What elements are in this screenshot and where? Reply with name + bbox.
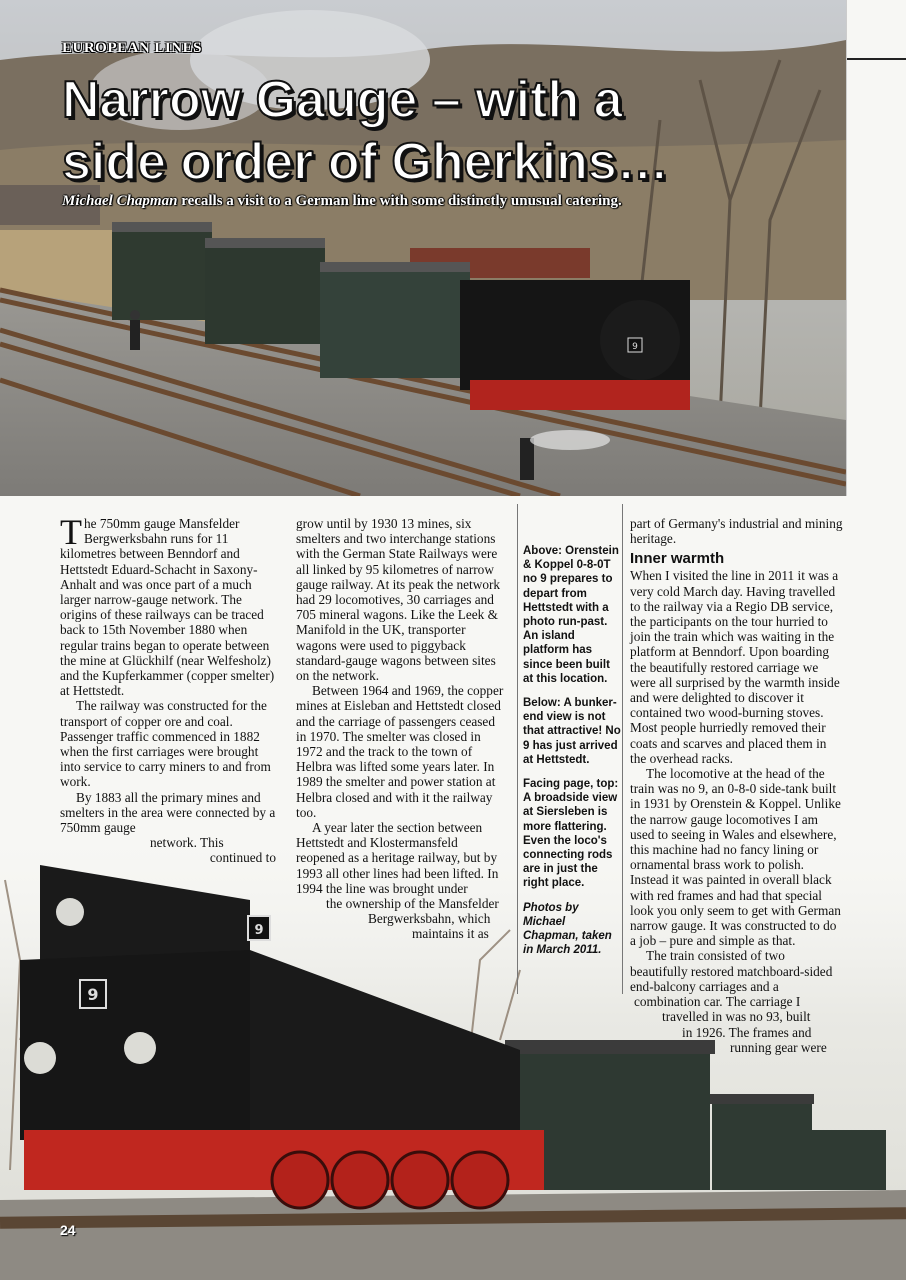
paragraph: The locomotive at the head of the train was no 9, an 0-8-0 side-tank built in 1931 by Orenstein & Koppel. Unlike the narrow gauge locomotives I am used to seeing in Wales and elsewhere, this machine had no fancy lining or ornamental brass work to polish. Instead it was painted in overall black with red frames and had that special look you only seem to get with German narrow gauge. It was constructed to do a job – pure and simple as that.: [630, 766, 841, 949]
bottom-carriage-3: [812, 1130, 886, 1190]
photo-edge: [846, 0, 847, 496]
top-carriage-2: [205, 238, 325, 344]
top-wagon: [320, 262, 470, 378]
top-locomotive: [460, 280, 690, 410]
photo-captions: [523, 544, 621, 967]
bollard: [520, 438, 534, 480]
corner-rule: [846, 58, 906, 60]
paragraph: The train consisted of two beautifully restored matchboard-sided end-balcony carriages and a: [630, 948, 833, 994]
paragraph: Between 1964 and 1969, the copper mines at Eisleban and Hettstedt closed and the carriage of passengers ceased in 1970. The smelter was closed in 1972 and the track to the town of Helbra was lifted some years later. In 1989 the smelter and power station at Helbra closed and with it the railway too.: [296, 683, 504, 820]
paragraph-wrap-line: running gear were: [730, 1039, 827, 1055]
headline-line-1: Narrow Gauge – with a: [62, 71, 623, 129]
railway-worker: [130, 310, 140, 350]
paragraph-wrap-line: in 1926. The frames and: [682, 1024, 812, 1040]
subheading: Inner warmth: [630, 550, 725, 568]
paragraph: part of Germany's industrial and mining heritage.: [630, 516, 843, 547]
section-label: EUROPEAN LINES: [62, 40, 202, 56]
photo-credit: Photos by Michael Chapman, taken in March 2011.: [523, 901, 612, 957]
caption-facing: Facing page, top: A broadside view at Siersleben is more flattering. Even the loco's connecting rods are in just the right place.: [523, 778, 619, 890]
paragraph-wrap-line: combination car. The carriage I: [634, 994, 801, 1010]
standfirst-text: recalls a visit to a German line with some distinctly unusual catering.: [177, 193, 622, 209]
drop-cap: T: [60, 512, 82, 552]
paragraph-wrap-line: network. This: [150, 835, 224, 851]
caption-divider-left: [517, 504, 518, 994]
standfirst: [62, 193, 622, 210]
paragraph-wrap-line: the ownership of the Mansfelder: [326, 896, 499, 912]
bottom-loco-number: 9: [87, 985, 99, 1004]
paragraph-wrap-line: maintains it as: [412, 926, 489, 942]
paragraph: The railway was constructed for the transport of copper ore and coal. Passenger traffic commenced in 1882 when the first carriages were brought into service to carry miners to and from work.: [60, 698, 271, 790]
headline-line-2: side order of Gherkins…: [62, 133, 669, 191]
top-loco-number: 9: [632, 342, 638, 352]
paragraph-wrap-line: Bergwerksbahn, which: [368, 911, 491, 927]
page-number: 24: [60, 1222, 76, 1238]
paragraph: he 750mm gauge Mansfelder Bergwerksbahn runs for 11 kilometres between Benndorf and Hettstedt Eduard-Schacht in Saxony-Anhalt and was once part of a much larger narrow-gauge network. The origins of these railways can be traced back to 15th November 1880 when regular trains began to operate between the mine at Glückhilf (near Welfesholz) and the Kupferkammer (copper smelter) at Hettstedt.: [60, 516, 275, 699]
paragraph-wrap-line: travelled in was no 93, built: [662, 1009, 811, 1025]
caption-divider-right: [622, 504, 623, 994]
body-column-4: [630, 516, 844, 1055]
body-column-2: [296, 516, 508, 942]
paragraph: grow until by 1930 13 mines, six smelters and two interchange stations with the German State Railways were all linked by 95 kilometres of narrow gauge railway. At its peak the network had 29 locomotives, 30 carriages and 705 mineral wagons. Like the Leek & Manifold in the UK, transporter wagons were used to piggyback standard-gauge wagons between sites on the network.: [296, 516, 501, 684]
paragraph-wrap-line: continued to: [209, 850, 276, 866]
standfirst-author: Michael Chapman: [62, 193, 178, 209]
paragraph: By 1883 all the primary mines and smelters in the area were connected by a 750mm gauge: [60, 789, 276, 836]
top-carriage-1: [112, 222, 212, 320]
bottom-cab-number: 9: [254, 923, 264, 938]
paragraph: When I visited the line in 2011 it was a very cold March day. Having travelled to the railway via a Regio DB service, the participants on the tour hurried to join the train which was waiting in the platform at Benndorf. Upon boarding the beautifully restored carriage we were all surprised by the warmth inside and were delighted to discover it contained two wood-burning stoves. Most people hurriedly removed their coats and scarves and placed them in the overhead racks.: [630, 568, 840, 766]
bottom-carriage-2: [710, 1094, 814, 1190]
body-column-1: [60, 512, 276, 866]
paragraph: A year later the section between Hettstedt and Klostermansfeld reopened as a heritage railway, but by 1993 all other lines had been lifted. In 1994 the line was brought under: [296, 820, 499, 896]
caption-below: Below: A bunker-end view is not that attractive! No 9 has just arrived at Hettstedt.: [523, 697, 621, 766]
caption-above: Above: Orenstein & Koppel 0-8-0T no 9 prepares to depart from Hettstedt with a photo run-past. An island platform has since been built at this location.: [523, 545, 619, 685]
